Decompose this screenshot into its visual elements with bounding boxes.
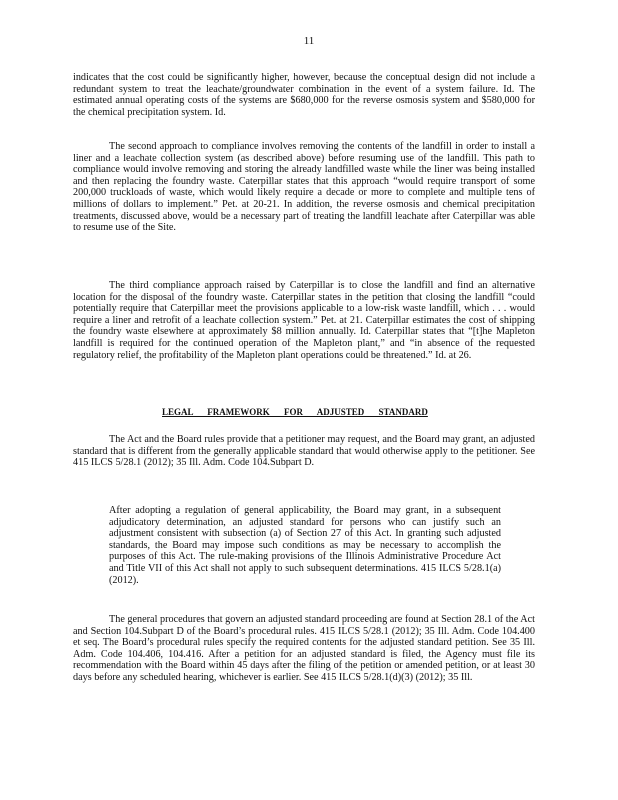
paragraph-general-procedures: The general procedures that govern an adjusted standard proceeding are found at Section 28.1 of the Act and Section 104.Subpart D of the Board’s procedural rules. 415 ILCS 5/28.1 (2012); 35 Ill. Adm. Code 104.400 et seq. The Board’s procedural rules specify the required contents for the adjusted standard petition. See 35 Ill. Adm. Code 104.406, 104.416. After a petition for an adjusted standard is filed, the Agency must file its recommendation with the Board within 45 days after the filing of the petition or amended petition, or at least 30 days before any scheduled hearing, whichever is earlier. See 415 ILCS 5/28.1(d)(3) (2012); 35 Ill. — [73, 614, 535, 683]
block-quote: After adopting a regulation of general applicability, the Board may grant, in a subsequent adjudicatory determination, an adjusted standard for persons who can justify such an adjustment consistent with subsection (a) of Section 27 of this Act. In granting such adjusted standards, the Board may impose such conditions as may be necessary to accomplish the purposes of this Act. The rule-making provisions of the Illinois Administrative Procedure Act and Title VII of this Act shall not apply to such subsequent determinations. 415 ILCS 5/28.1(a) (2012). — [109, 505, 501, 586]
section-heading: LEGAL FRAMEWORK FOR ADJUSTED STANDARD — [162, 407, 428, 417]
paragraph-cost-continuation: indicates that the cost could be significantly higher, however, because the conceptual design did not include a redundant system to treat the leachate/groundwater combination in the event of a system failure. Id. The estimated annual operating costs of the systems are $680,000 for the reverse osmosis system and $580,000 for the chemical precipitation system. Id. — [73, 72, 535, 118]
paragraph-second-approach: The second approach to compliance involves removing the contents of the landfill in order to install a liner and a leachate collection system (as described above) before resuming use of the landfill. This path to compliance would involve removing and storing the already landfilled waste while the liner was being installed and then replacing the foundry waste. Caterpillar states that this approach “would require transport of some 200,000 truckloads of waste, which would likely require a decade or more to complete and multiple tens of millions of dollars to implement.” Pet. at 20-21. In addition, the reverse osmosis and chemical precipitation treatments, discussed above, would be a necessary part of treating the landfill leachate after Caterpillar was able to resume use of the Site. — [73, 141, 535, 234]
paragraph-third-approach: The third compliance approach raised by Caterpillar is to close the landfill and find an alternative location for the disposal of the foundry waste. Caterpillar states in the petition that closing the landfill “could potentially require that Caterpillar meet the provisions applicable to a low-risk waste landfill, which . . . would require a liner and retrofit of a leachate collection system.” Pet. at 21. Caterpillar estimates the cost of shipping the foundry waste elsewhere at approximately $8 million annually. Id. Caterpillar states that “[t]he Mapleton landfill is required for the continued operation of the Mapleton plant,” and “in absence of the requested regulatory relief, the profitability of the Mapleton plant operations could be threatened.” Id. at 26. — [73, 280, 535, 361]
page-number: 11 — [303, 35, 315, 47]
paragraph-legal-framework: The Act and the Board rules provide that a petitioner may request, and the Board may grant, an adjusted standard that is different from the generally applicable standard that would otherwise apply to the petitioner. See 415 ILCS 5/28.1 (2012); 35 Ill. Adm. Code 104.Subpart D. — [73, 434, 535, 469]
